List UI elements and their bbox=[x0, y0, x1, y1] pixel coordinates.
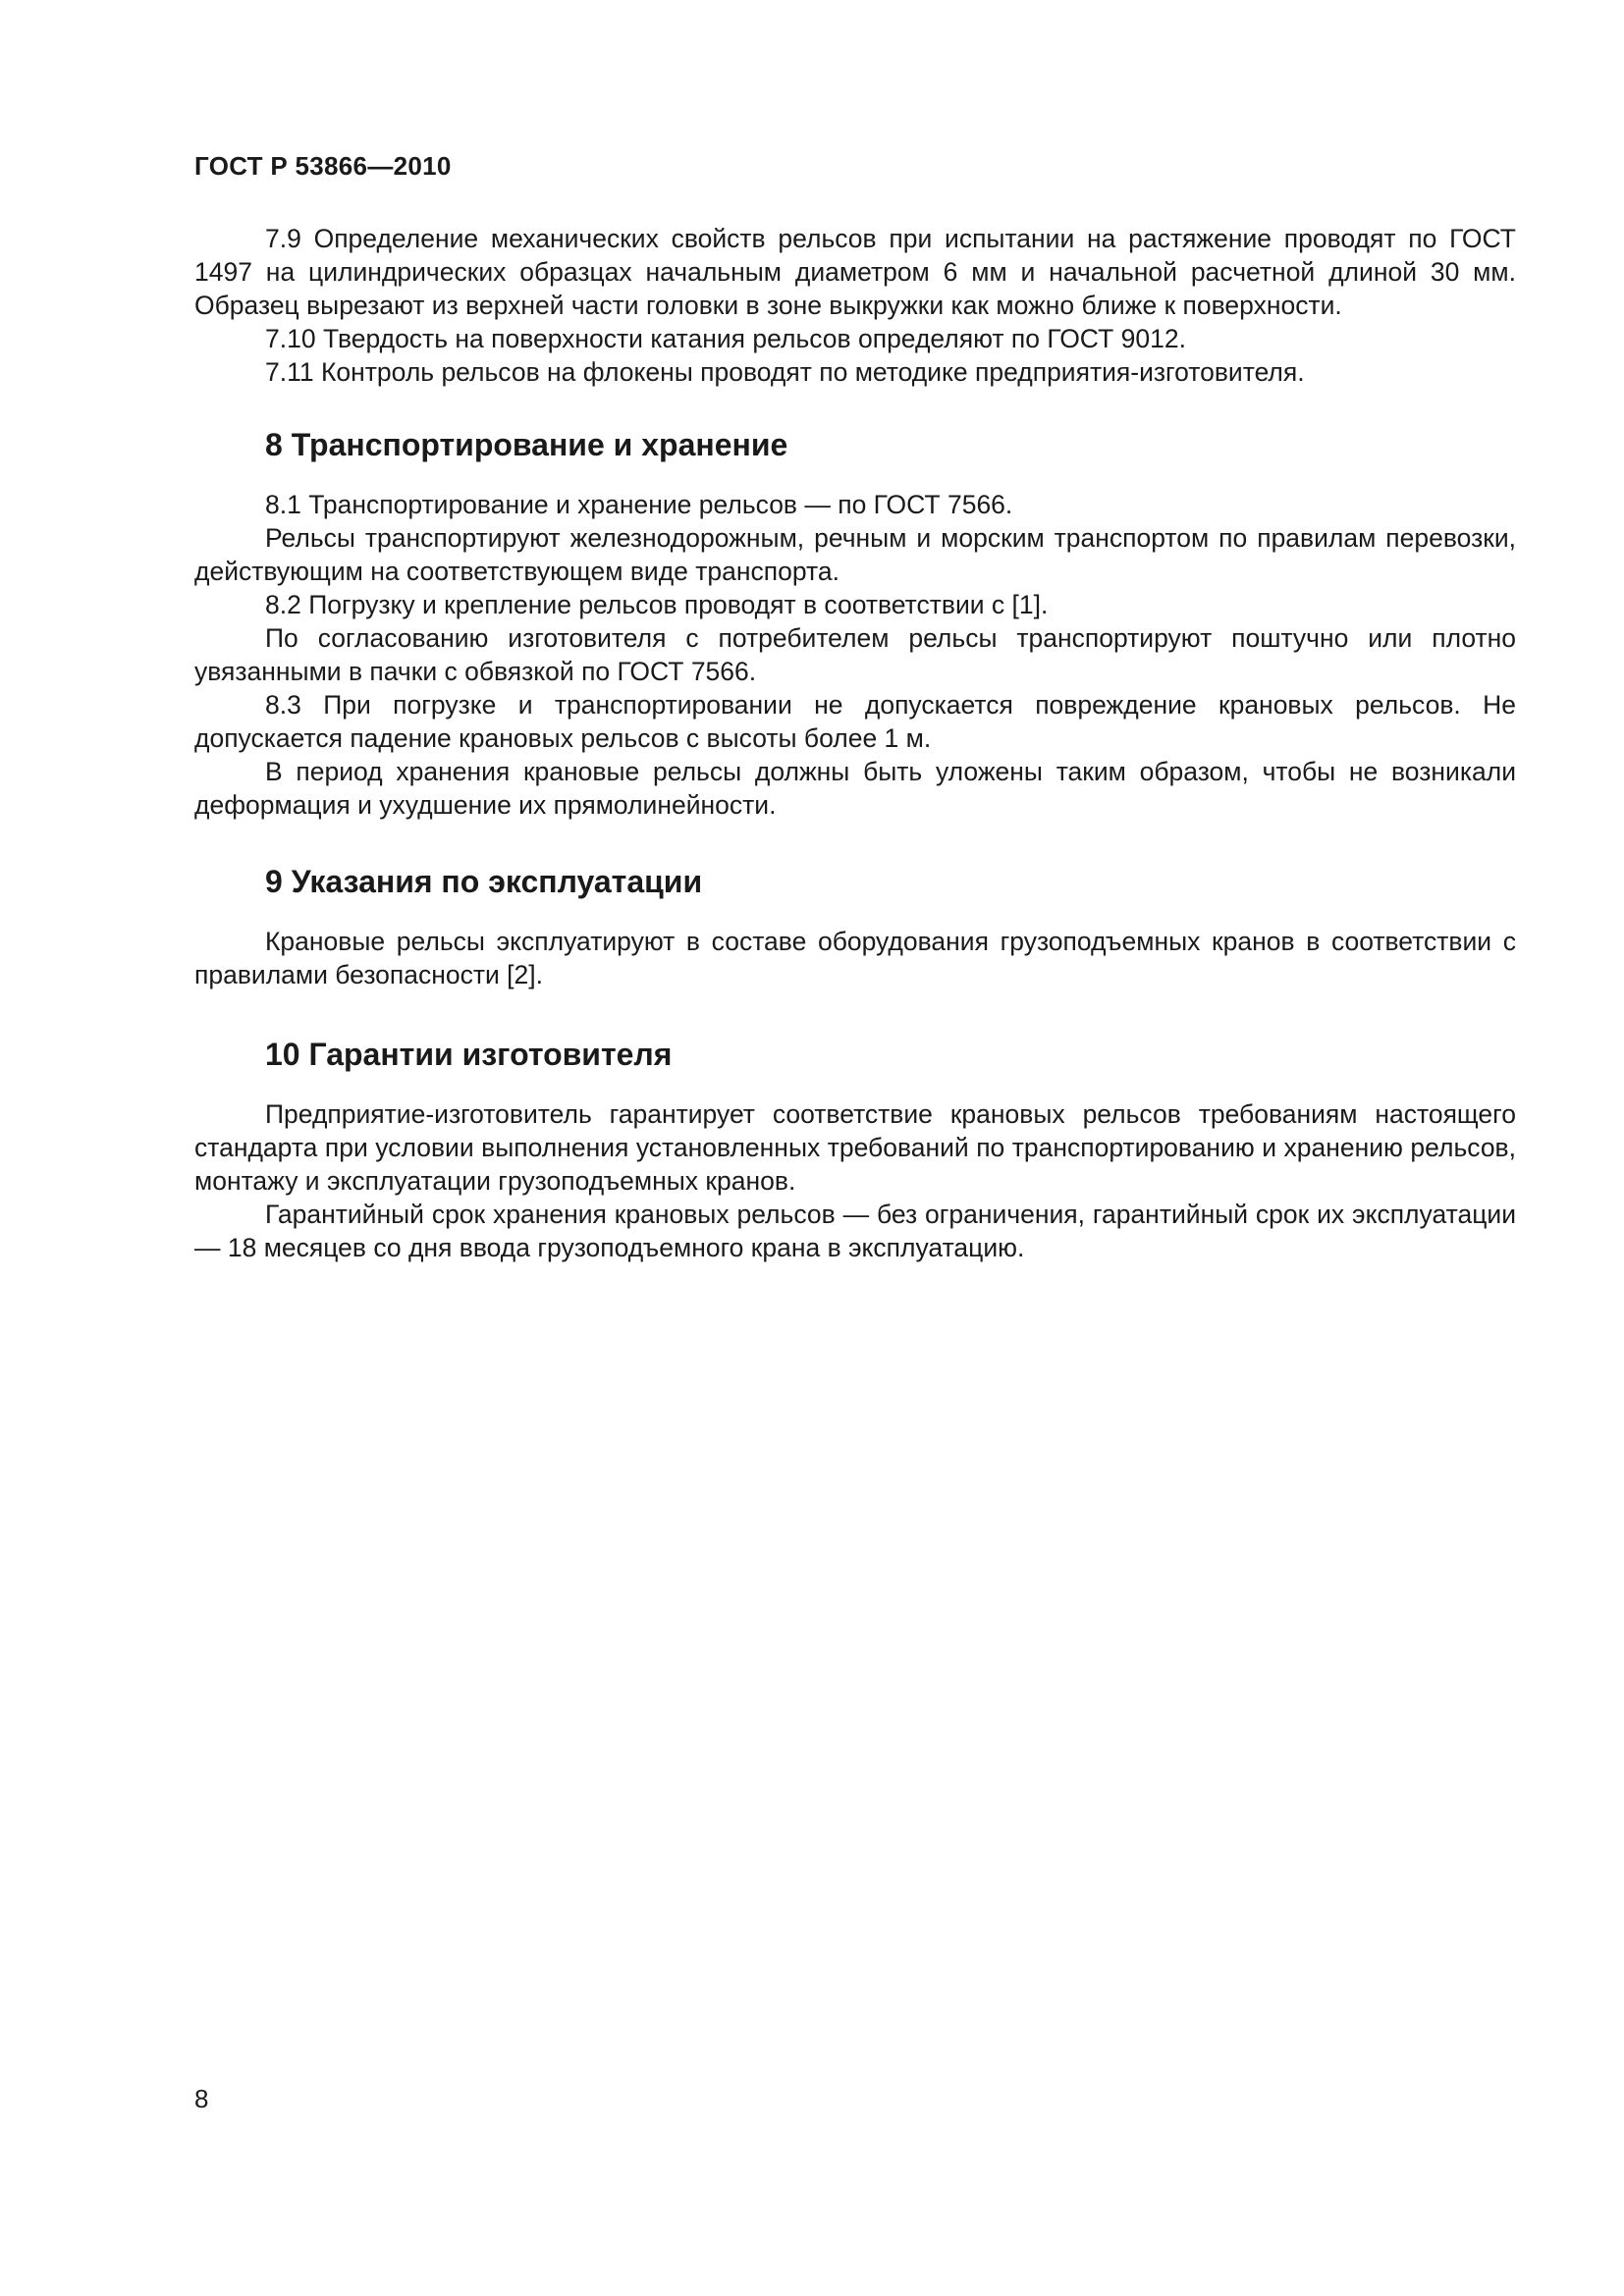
document-header: ГОСТ Р 53866—2010 bbox=[194, 151, 452, 181]
paragraph-7-10: 7.10 Твердость на поверхности катания рельсов определяют по ГОСТ 9012. bbox=[265, 324, 1186, 353]
section-8-title: 8 Транспортирование и хранение bbox=[265, 427, 788, 462]
paragraph-8-1-transport: Рельсы транспортируют железнодорожным, речным и морским транспортом по правилам перевозки, действующим на соответствующем виде транспорта. bbox=[194, 523, 1516, 586]
section-8 bbox=[194, 425, 1516, 822]
paragraph-8-2: 8.2 Погрузку и крепление рельсов проводят в соответствии с [1]. bbox=[265, 590, 1049, 619]
paragraph-8-2-agreement: По согласованию изготовителя с потребителем рельсы транспортируют поштучно или плотно увязанными в пачки с обвязкой по ГОСТ 7566. bbox=[194, 623, 1516, 686]
paragraph-7-11: 7.11 Контроль рельсов на флокены проводят по методике предприятия-изготовителя. bbox=[265, 357, 1305, 387]
section-9-title: 9 Указания по эксплуатации bbox=[265, 864, 703, 899]
document-body bbox=[194, 222, 1516, 1264]
section-10-title: 10 Гарантии изготовителя bbox=[265, 1037, 673, 1072]
section-9 bbox=[194, 862, 1516, 991]
paragraph-8-3: 8.3 При погрузке и транспортировании не допускается повреждение крановых рельсов. Не допускается падение крановых рельсов с высоты более 1 м. bbox=[194, 690, 1516, 753]
paragraph-10-guarantee: Предприятие-изготовитель гарантирует соответствие крановых рельсов требованиям настоящего стандарта при условии выполнения установленных требований по транспортированию и хранению рельсов, монтажу и эксплуатации грузоподъемных кранов. bbox=[194, 1099, 1516, 1196]
paragraph-7-9: 7.9 Определение механических свойств рельсов при испытании на растяжение проводят по ГОСТ 1497 на цилиндрических образцах начальным диаметром 6 мм и начальной расчетной длиной 30 мм. Образец вырезают из верхней части головки в зоне выкружки как можно ближе к поверхности. bbox=[194, 224, 1516, 320]
paragraph-10-warranty-period: Гарантийный срок хранения крановых рельсов — без ограничения, гарантийный срок их эксплуатации — 18 месяцев со дня ввода грузоподъемного крана в эксплуатацию. bbox=[194, 1200, 1516, 1262]
paragraph-9-text: Крановые рельсы эксплуатируют в составе оборудования грузоподъемных кранов в соответствии с правилами безопасности [2]. bbox=[194, 927, 1516, 989]
section-10 bbox=[194, 1035, 1516, 1264]
paragraph-8-1: 8.1 Транспортирование и хранение рельсов — по ГОСТ 7566. bbox=[265, 490, 1013, 519]
paragraph-8-3-storage: В период хранения крановые рельсы должны быть уложены таким образом, чтобы не возникали деформация и ухудшение их прямолинейности. bbox=[194, 757, 1516, 820]
section-7-continuation bbox=[194, 222, 1516, 389]
page-number: 8 bbox=[194, 2084, 209, 2113]
